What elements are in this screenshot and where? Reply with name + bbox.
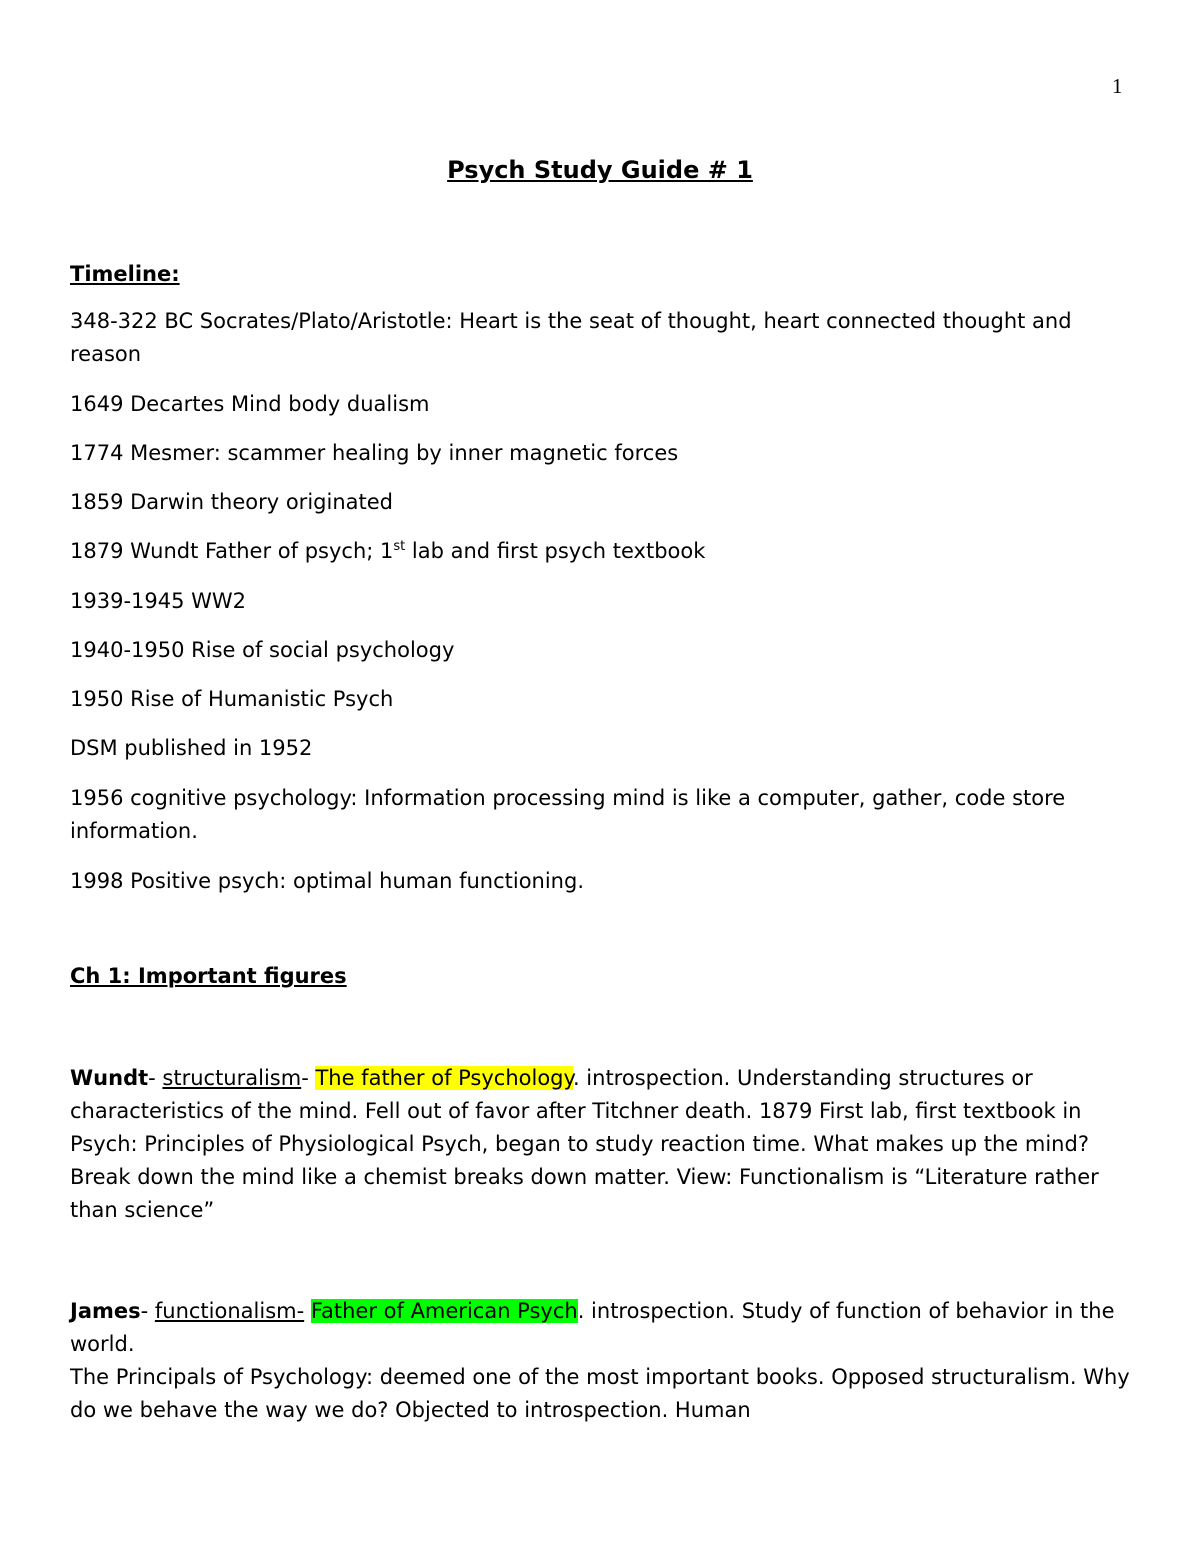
page-number: 1 — [1112, 74, 1123, 98]
school-of-thought: functionalism- — [154, 1299, 305, 1323]
superscript: st — [393, 539, 406, 554]
document-title: Psych Study Guide # 1 — [447, 156, 753, 184]
timeline-entry-text: lab and first psych textbook — [405, 539, 706, 563]
figure-name: Wundt — [70, 1066, 149, 1090]
separator: - — [148, 1066, 163, 1090]
timeline-entry: 1939-1945 WW2 — [70, 589, 247, 613]
timeline-entry: 1998 Positive psych: optimal human functioning. — [70, 869, 584, 893]
school-of-thought: structuralism — [162, 1066, 302, 1090]
timeline-entry: 1940-1950 Rise of social psychology — [70, 638, 455, 662]
paragraph-text: The Principals of Psychology: deemed one of the most important books. Opposed structuralism. Why do we behave the way we do? Objected to introspection. Human — [70, 1365, 1130, 1422]
timeline-entry: 1950 Rise of Humanistic Psych — [70, 687, 394, 711]
highlighted-text: Father of American Psych — [310, 1299, 578, 1323]
wundt-paragraph — [70, 1062, 1150, 1227]
paragraph-text: . introspection. Study of function of behavior in the world. — [70, 1299, 1115, 1356]
james-paragraph — [70, 1295, 1150, 1427]
separator: - — [140, 1299, 155, 1323]
timeline-entry: 1649 Decartes Mind body dualism — [70, 392, 430, 416]
paragraph-text: . introspection. Understanding structures or characteristics of the mind. Fell out of favor after Titchner death. 1879 First lab, first textbook in Psych: Principles of Physiological Psych, began to study reaction time. What makes up the mind? Break down the mind like a chemist breaks down matter. View: Functionalism is “Literature rather than science” — [70, 1066, 1099, 1222]
figure-name: James — [70, 1299, 141, 1323]
chapter-heading: Ch 1: Important figures — [70, 964, 347, 988]
timeline-entry: 1956 cognitive psychology: Information processing mind is like a computer, gather, code store information. — [70, 786, 1066, 843]
timeline-entry: DSM published in 1952 — [70, 736, 313, 760]
timeline-heading: Timeline: — [70, 262, 180, 286]
separator — [304, 1299, 311, 1323]
timeline-entry: 348-322 BC Socrates/Plato/Aristotle: Heart is the seat of thought, heart connected thought and reason — [70, 309, 1072, 366]
timeline-entry: 1859 Darwin theory originated — [70, 490, 393, 514]
timeline-entry — [70, 535, 1140, 568]
separator: - — [301, 1066, 316, 1090]
timeline-entry-text: 1879 Wundt Father of psych; 1 — [70, 539, 394, 563]
highlighted-text: The father of Psychology — [315, 1066, 573, 1090]
timeline-entry: 1774 Mesmer: scammer healing by inner magnetic forces — [70, 441, 679, 465]
